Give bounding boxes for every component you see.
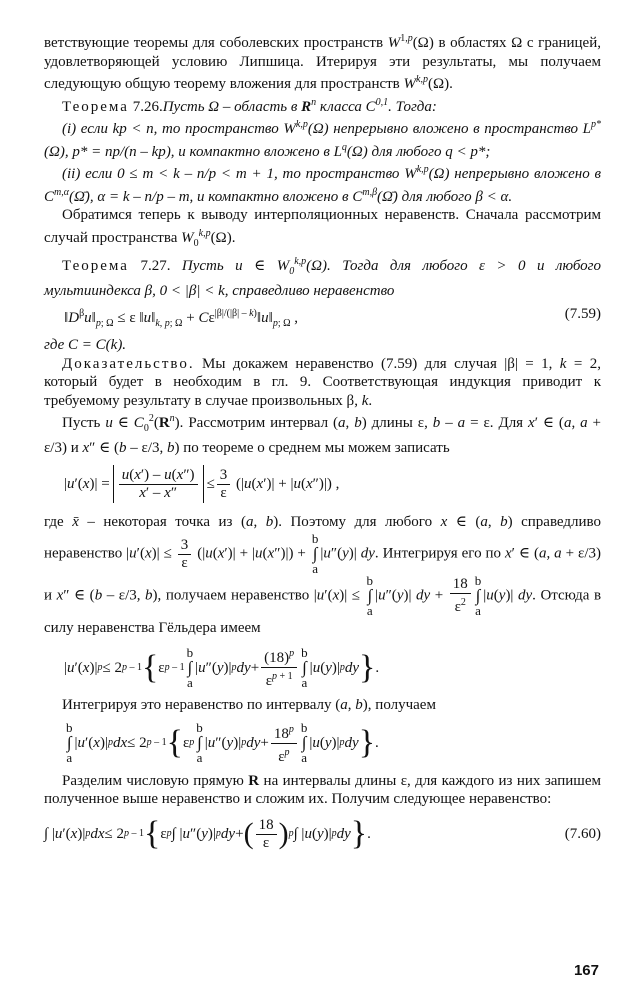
equation-number: (7.59)	[564, 306, 601, 322]
equation-7-60: ∫ | u ′( x )| p dx ≤ 2 p – 1 { ε p ∫ | u ″( y )| p dy + ( $\frac{18}{\varepsilon}$ ) p ∫ | u ( y )| p dy } . (7.60)	[44, 815, 601, 852]
theorem-7-27: Теорема 7.27. Пусть u ∈ $W_0^{k,p}(\Omega)$. Тогда для любого ε > 0 и любого мультииндекса β, 0 < |β| < k, справедливо неравенство	[44, 256, 602, 299]
paragraph-integrate: Интегрируя это неравенство по интервалу (a, b), получаем	[62, 697, 436, 713]
paragraph-setup: Пусть u ∈ $C_0^2(R^n)$. Рассмотрим интервал (a, b) длины ε, b – a = ε. Для x′ ∈ (a, a + ε/3) и x″ ∈ (b – ε/3, b) по теореме о среднем мы можем записать	[44, 413, 602, 456]
paragraph-interpolation: Обратимся теперь к выводу интерполяционных неравенств. Сначала рассмотрим случай пространства $W_0^{k,p}(\Omega)$.	[44, 207, 601, 249]
paragraph-intro: ветствующие теоремы для соболевских пространств W$^{1,p}$(Ω) в областях Ω с границей, удовлетворяющей условию Липшица. Итерируя эти результаты, мы получаем следующую общую теорему вложения для пространств W$^{k,p}$(Ω).	[44, 33, 601, 92]
equation-mean-value: | u ′( x )| = $\frac{u(x') - u(x'')}{x' - x''}$ ≤ $\frac{3}{\varepsilon}$ (| u ( x ′)| + | u ( x ″)|) ,	[44, 465, 601, 503]
theorem-7-26-item-ii: (ii) если 0 ≤ m < k – n/p < m + 1, то пространство W$^{k,p}$(Ω) непрерывно вложено в $C^{m,\alpha}(\Omegā)$, α = k – n/p – m, и компактно вложено в $C^{m,\beta}(\Omegā)$ для любого β < α.	[44, 164, 602, 205]
equation-integrated: b ∫ a | u ′( x )| p dx ≤ 2 p – 1 { ε p b ∫ a | u ″( y )| p dy + $\frac{18^p}{\varepsilon^p}$ b ∫ a | u ( y )| p dy } .	[66, 720, 379, 765]
theorem-7-26-item-i: (i) если kp < n, то пространство W$^{k,p}$(Ω) непрерывно вложено в пространство $L^{p*}(\Omega)$, p* = np/(n – kp), и компактно вложено в $L^q(\Omega)$ для любого q < p*;	[44, 119, 601, 160]
equation-holder-result: | u ′( x )| p ≤ 2 p – 1 { ε p – 1 b ∫ a | u ″( y )| p dy + $\frac{(18)^p}{\varepsilon^{p + 1}}$ b ∫ a | u ( y )| p dy } .	[64, 644, 380, 690]
equation-number: (7.60)	[564, 826, 601, 842]
paragraph-holder: где x̄ – некоторая точка из (a, b). Поэтому для любого x ∈ (a, b) справедливо неравенство |u′(x)| ≤ $\frac{3}{\varepsilon}$ (|u(x′)| + |u(x″)|) + b ∫ a |u″(y)| dy. Интегрируя его по x′ ∈ (a, a + ε/3) и x″ ∈ (b – ε/3, b), получаем неравенство |u′(x)| ≤ b ∫ a |u″(y)| dy + $\frac{18}{\varepsilon^2}$ b ∫ a |u(y)| dy. Отсюда в силу неравенства Гёльдера имеем	[44, 514, 602, 636]
page-number: 167	[573, 962, 599, 979]
proof-start: Доказательство. Мы докажем неравенство (7.59) для случая |β| = 1, k = 2, который будет в необходим в гл. 9. Соответствующая индукция приводит к требуемому результату в случае произвольных β, k.	[44, 355, 601, 409]
constant-note: где C = C(k).	[44, 337, 127, 353]
paragraph-partition: Разделим числовую прямую R на интервалы длины ε, для каждого из них запишем полученное выше неравенство и сложим их. Получим следующее неравенство:	[44, 772, 601, 807]
page-body	[44, 30, 601, 860]
theorem-7-26: Теорема 7.26.Пусть Ω – область в $R^n$ класса C$^{0,1}$. Тогда:	[62, 96, 437, 115]
equation-7-59: $‖D^\beta u‖_{p; \Omega} \le \varepsilon$ $‖u‖_{k, p; \Omega}$ + $C\varepsilon^{|\beta|/(|\beta| - k)}‖u‖_{p; \Omega}$ , (7.59)	[64, 306, 601, 329]
